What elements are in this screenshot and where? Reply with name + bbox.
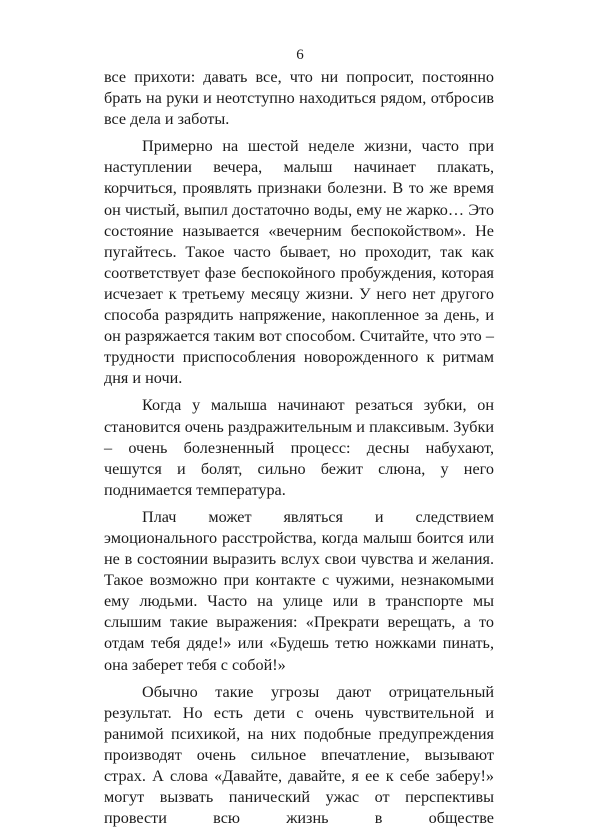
paragraph: все прихоти: давать все, что ни попросит, постоянно брать на руки и неотступно находиться рядом, отбросив все дела и заботы.	[104, 68, 494, 129]
text-body	[104, 67, 494, 829]
paragraph: Плач может являться и следствием эмоционального расстройства, когда малыш боится или не в состоянии выразить вслух свои чувства и желания. Такое возможно при контакте с чужими, незнакомыми ему людьми. Часто на улице или в транспорте мы слышим такие выражения: «Прекрати верещать, а то отдам тебя дяде!» или «Будешь тетю ножками пинать, она заберет тебя с собой!»	[104, 507, 494, 674]
paragraph: Примерно на шестой неделе жизни, часто при наступлении вечера, малыш начинает плакать, корчиться, проявлять признаки болезни. В то же время он чистый, выпил достаточно воды, ему не жарко… Это состояние называется «вечерним беспокойством». Не пугайтесь. Такое часто бывает, но проходит, так как соответствует фазе беспокойного пробуждения, которая исчезает к третьему месяцу жизни. У него нет другого способа разрядить напряжение, накопленное за день, и он разряжается таким вот способом. Считайте, что это – трудности приспособления новорожденного к ритмам дня и ночи.	[104, 137, 494, 388]
paragraph: Когда у малыша начинают резаться зубки, он становится очень раздражительным и плаксивым. Зубки – очень болезненный процесс: десны набухают, чешутся и болят, сильно бежит слюна, у него поднимается температура.	[104, 396, 494, 499]
paragraph: Обычно такие угрозы дают отрицательный результат. Но есть дети с очень чувствительной и ранимой психикой, на них подобные предупреждения производят очень сильное впечатление, вызывают страх. А слова «Давайте, давайте, я ее к себе заберу!» могут вызвать панический ужас от перспективы провести всю жизнь в обществе	[104, 682, 494, 828]
page-number: 6	[296, 47, 304, 63]
